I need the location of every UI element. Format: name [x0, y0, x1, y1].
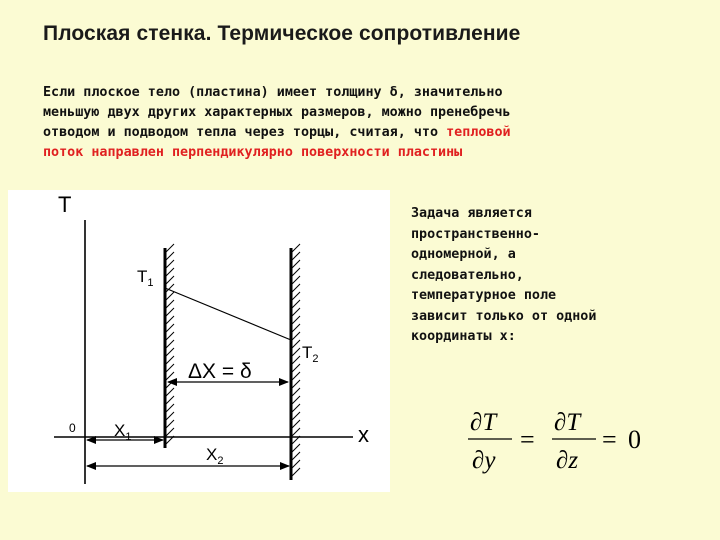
- x-axis-label: x: [358, 422, 369, 447]
- intro-line-3: [43, 123, 703, 143]
- partial-derivative-equation: [468, 398, 658, 478]
- left-wall-hatching: [166, 244, 174, 444]
- x2-symbol: X: [206, 445, 218, 464]
- fraction-2-numerator: ∂T: [554, 409, 581, 436]
- origin-label: 0: [69, 421, 76, 435]
- x2-label: [206, 445, 223, 467]
- t1-label: [137, 267, 154, 289]
- x2-subscript: 2: [217, 455, 224, 467]
- side-text-line: Задача является: [411, 206, 532, 221]
- t1-subscript: 1: [147, 277, 154, 289]
- side-text: [411, 204, 711, 348]
- intro-line-3-highlight: тепловой: [446, 125, 511, 140]
- t2-label: [302, 343, 319, 365]
- intro-line-1: Если плоское тело (пластина) имеет толщину δ, значительно: [43, 85, 503, 100]
- t2-subscript: 2: [312, 353, 319, 365]
- intro-paragraph: [43, 83, 703, 163]
- wall-diagram: [8, 190, 390, 492]
- temperature-profile-line: [165, 288, 291, 340]
- equation-zero: 0: [628, 425, 641, 454]
- x1-subscript: 1: [125, 431, 132, 443]
- x1-symbol: X: [114, 421, 126, 440]
- equation-svg: [468, 398, 658, 478]
- side-text-line: одномерной, а: [411, 247, 516, 262]
- equals-sign-2: =: [602, 425, 617, 454]
- slide-title: Плоская стенка. Термическое сопротивление: [43, 22, 521, 45]
- intro-line-3-plain: отводом и подводом тепла через торцы, считая, что: [43, 125, 447, 140]
- side-text-line: пространственно-: [411, 226, 540, 242]
- t2-symbol: T: [302, 343, 313, 362]
- delta-dimension-label: ΔX = δ: [188, 360, 252, 383]
- side-text-line: температурное поле: [411, 288, 557, 303]
- right-wall-hatching: [292, 244, 300, 476]
- t-axis-label: T: [58, 192, 72, 217]
- side-text-line: следовательно,: [411, 267, 524, 283]
- wall-diagram-svg: [8, 190, 390, 492]
- x1-label: [114, 421, 131, 443]
- t1-symbol: T: [137, 267, 148, 286]
- intro-line-2: меньшую двух других характерных размеров, можно пренебречь: [43, 105, 511, 120]
- equals-sign-1: =: [520, 425, 535, 454]
- fraction-2-denominator: ∂z: [556, 447, 579, 474]
- fraction-1-numerator: ∂T: [470, 409, 497, 436]
- side-text-line: зависит только от одной: [411, 308, 597, 324]
- fraction-1-denominator: ∂y: [472, 447, 496, 474]
- side-text-line: координаты x:: [411, 329, 516, 344]
- intro-line-4-highlight: поток направлен перпендикулярно поверхности пластины: [43, 145, 463, 160]
